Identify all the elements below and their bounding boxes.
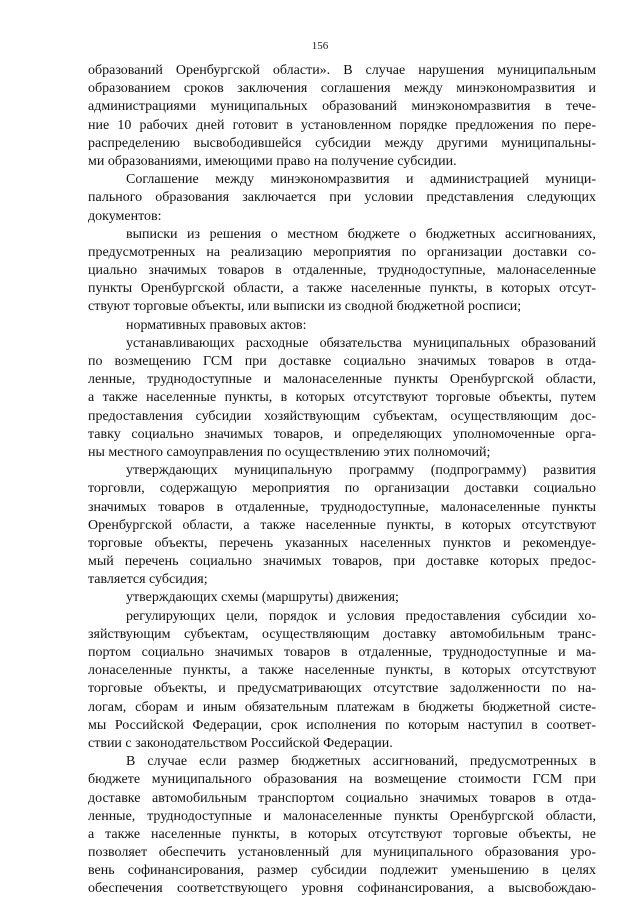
text-line: тавку социально значимых товаров, и определяющих уполномоченные орга-: [88, 426, 596, 442]
text-line: торговые объекты, перечень указанных населенных пунктов и рекомендуе-: [88, 535, 596, 551]
page-number: 156: [311, 40, 329, 52]
text-line: Оренбургской области, а также населенные пункты, в которых отсутствуют: [88, 517, 596, 533]
text-line: лонаселенные пункты, а также населенные пункты, в которых отсутствуют: [88, 663, 596, 679]
text-line: мы Российской Федерации, срок исполнения по которым наступил в соответ-: [88, 717, 596, 733]
text-line: циально значимых товаров в отдаленные, труднодоступные, малонаселенные: [88, 263, 596, 279]
document-body: [88, 62, 596, 899]
text-line: администрациями муниципальных образований минэкономразвития в тече-: [88, 99, 596, 115]
text-line: вень софинансирования, размер субсидии подлежит уменьшению в целях: [88, 863, 596, 879]
text-line: тавляется субсидия;: [88, 572, 208, 588]
text-line: ствии с законодательством Российской Федерации.: [88, 735, 393, 751]
text-line: позволяет обеспечить установленный для муниципального образования уро-: [88, 845, 596, 861]
text-line: а также населенные пункты, в которых отсутствуют торговые объекты, не: [88, 826, 596, 842]
text-line: торговые объекты, и предусматривающих отсутствие задолженности по на-: [88, 681, 596, 697]
text-line: утверждающих муниципальную программу (подпрограмму) развития: [126, 463, 596, 479]
text-line: образованием сроков заключения соглашения между минэкономразвития и: [88, 81, 596, 97]
text-line: предусмотренных на реализацию мероприятия по организации доставки со-: [88, 244, 596, 260]
text-line: мый перечень социально значимых товаров, при доставке которых предос-: [88, 554, 596, 570]
text-line: образований Оренбургской области». В случае нарушения муниципальным: [88, 63, 596, 78]
text-line: значимых товаров в отдаленные, труднодоступные, малонаселенные пункты: [88, 499, 596, 515]
text-line: нормативных правовых актов:: [126, 317, 307, 333]
text-line: выписки из решения о местном бюджете о бюджетных ассигнованиях,: [126, 226, 596, 242]
text-line: ленные, труднодоступные и малонаселенные пункты Оренбургской области,: [88, 372, 596, 388]
text-line: торговли, содержащую мероприятия по организации доставки социально: [88, 481, 596, 497]
text-line: ние 10 рабочих дней готовит в установленном порядке предложения по пере-: [88, 117, 596, 133]
text-line: В случае если размер бюджетных ассигнований, предусмотренных в: [126, 754, 596, 770]
text-line: пункты Оренбургской области, а также населенные пункты, в которых отсут-: [88, 281, 596, 297]
text-line: бюджете муниципального образования на возмещение стоимости ГСМ при: [88, 772, 596, 788]
text-line: доставке автомобильным транспортом социально значимых товаров в отда-: [88, 790, 596, 806]
text-line: утверждающих схемы (маршруты) движения;: [126, 590, 399, 606]
text-line: предоставления субсидии хозяйствующим субъектам, осуществляющим дос-: [88, 408, 596, 424]
text-line: логам, сборам и иным обязательным платежам в бюджеты бюджетной систе-: [88, 699, 596, 715]
text-line: устанавливающих расходные обязательства муниципальных образований: [126, 335, 596, 351]
text-line: ны местного самоуправления по осуществлению этих полномочий;: [88, 444, 491, 460]
text-line: пального образования заключается при условии представления следующих: [88, 190, 596, 206]
text-line: ми образованиями, имеющими право на получение субсидии.: [88, 153, 457, 169]
text-line: обеспечения соответствующего уровня софинансирования, а высвобождаю-: [88, 881, 596, 897]
text-line: ствуют торговые объекты, или выписки из сводной бюджетной росписи;: [88, 299, 522, 315]
text-line: зяйствующим субъектам, осуществляющим доставку автомобильным транс-: [88, 626, 596, 642]
text-line: Соглашение между минэкономразвития и администрацией муници-: [126, 172, 596, 188]
text-line: а также населенные пункты, в которых отсутствуют торговые объекты, путем: [88, 390, 596, 406]
text-line: портом социально значимых товаров в отдаленные, труднодоступные и ма-: [88, 645, 596, 660]
text-line: документов:: [88, 208, 162, 224]
text-line: регулирующих цели, порядок и условия предоставления субсидии хо-: [126, 608, 596, 624]
text-line: распределению высвободившейся субсидии между другими муниципальны-: [88, 135, 596, 151]
text-line: ленные, труднодоступные и малонаселенные пункты Оренбургской области,: [88, 808, 596, 824]
text-line: по возмещению ГСМ при доставке социально значимых товаров в отда-: [88, 354, 596, 369]
